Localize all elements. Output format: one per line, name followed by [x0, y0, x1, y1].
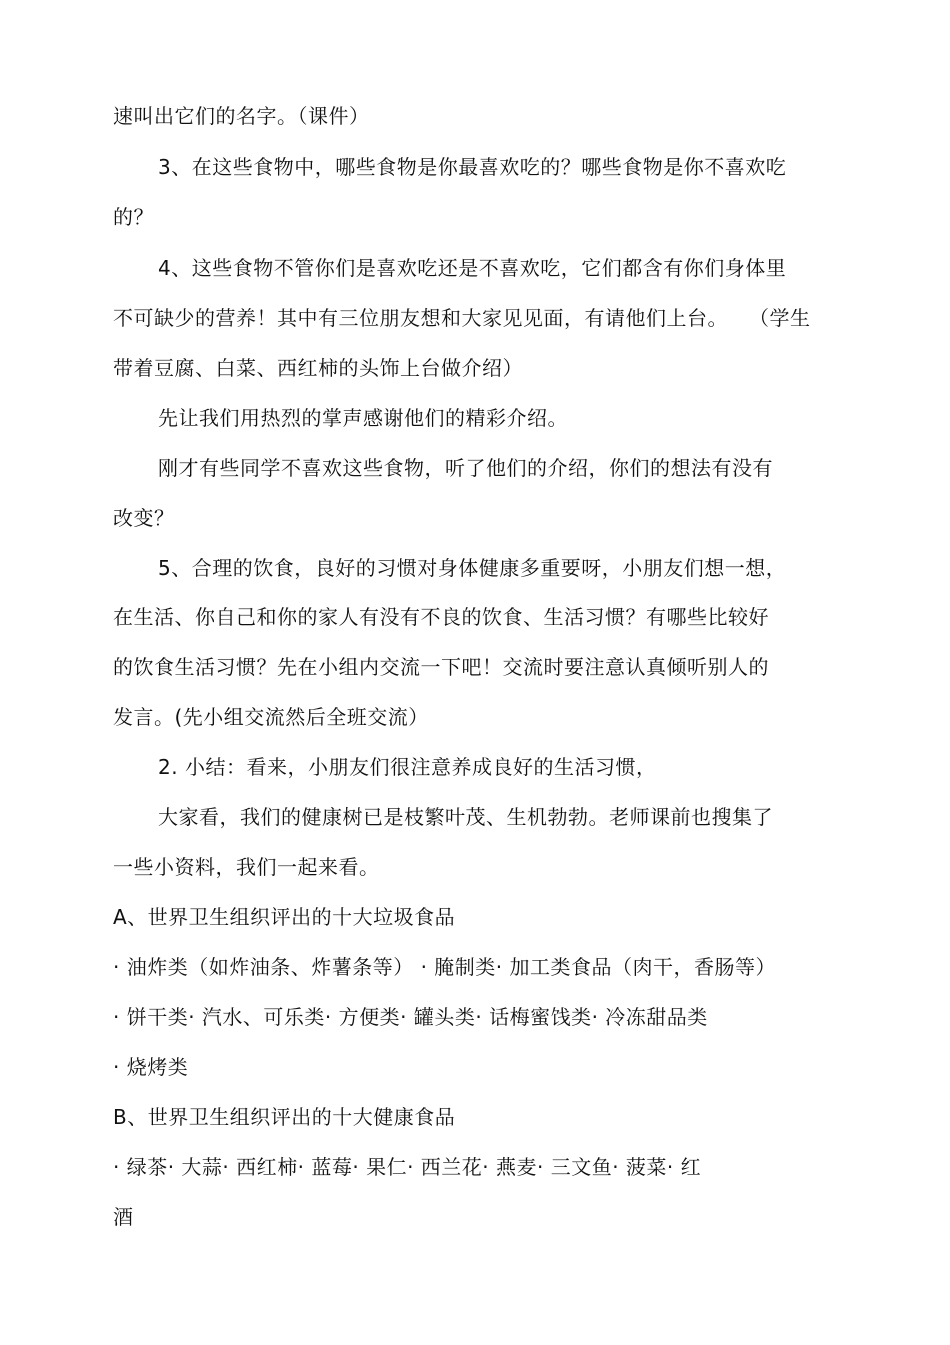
text-line: 酒: [113, 1205, 134, 1229]
list-item: · 绿茶· 大蒜· 西红柿· 蓝莓· 果仁· 西兰花· 燕麦· 三文鱼· 菠菜· 红: [113, 1155, 702, 1179]
list-item: · 饼干类· 汽水、可乐类· 方便类· 罐头类· 话梅蜜饯类· 冷冻甜品类: [113, 1005, 708, 1029]
text-line: 的？: [113, 205, 154, 229]
list-item: · 烧烤类: [113, 1055, 189, 1079]
text-line: 大家看，我们的健康树已是枝繁叶茂、生机勃勃。老师课前也搜集了: [158, 805, 773, 829]
section-heading: A、世界卫生组织评出的十大垃圾食品: [113, 905, 456, 929]
text-line: 不可缺少的营养！其中有三位朋友想和大家见见面，有请他们上台。 （学生: [113, 306, 811, 330]
text-line: 改变？: [113, 506, 175, 530]
text-line: 一些小资料，我们一起来看。: [113, 855, 380, 879]
text-line: 在生活、你自己和你的家人有没有不良的饮食、生活习惯？有哪些比较好: [113, 605, 769, 629]
text-line: 5、合理的饮食，良好的习惯对身体健康多重要呀，小朋友们想一想，: [158, 556, 787, 580]
section-heading: B、世界卫生组织评出的十大健康食品: [113, 1105, 456, 1129]
text-line: 4、这些食物不管你们是喜欢吃还是不喜欢吃，它们都含有你们身体里: [158, 256, 787, 280]
text-line: 刚才有些同学不喜欢这些食物，听了他们的介绍，你们的想法有没有: [158, 456, 773, 480]
text-line: 先让我们用热烈的掌声感谢他们的精彩介绍。: [158, 406, 568, 430]
text-line: 2. 小结：看来，小朋友们很注意养成良好的生活习惯，: [158, 755, 657, 779]
text-line: 带着豆腐、白菜、西红柿的头饰上台做介绍）: [113, 356, 523, 380]
list-item: · 油炸类（如炸油条、炸薯条等） · 腌制类· 加工类食品（肉干，香肠等）: [113, 955, 777, 979]
text-line: 发言。(先小组交流然后全班交流）: [113, 705, 429, 729]
text-line: 3、在这些食物中，哪些食物是你最喜欢吃的？哪些食物是你不喜欢吃: [158, 155, 787, 179]
text-line: 速叫出它们的名字。（课件）: [113, 104, 370, 128]
text-line: 的饮食生活习惯？先在小组内交流一下吧！交流时要注意认真倾听别人的: [113, 655, 769, 679]
